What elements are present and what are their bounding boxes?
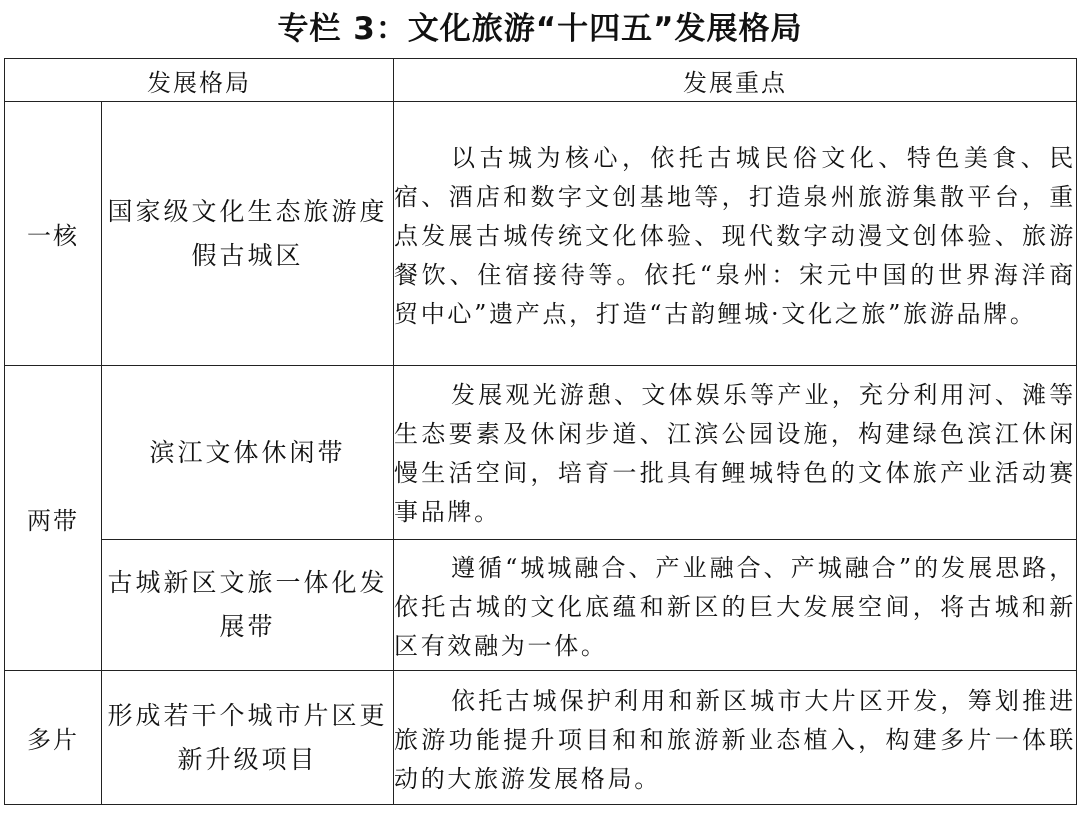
focus-cell: 依托古城保护利用和新区城市大片区开发，筹划推进旅游功能提升项目和和旅游新业态植入，构建多片一体联动的大旅游发展格局。 (394, 671, 1077, 805)
area-cell: 形成若干个城市片区更新升级项目 (102, 671, 394, 805)
category-cell: 多片 (5, 671, 102, 805)
page-title: 专栏 3：文化旅游“十四五”发展格局 (277, 11, 803, 47)
area-cell: 国家级文化生态旅游度假古城区 (102, 102, 394, 366)
focus-cell: 遵循“城城融合、产业融合、产城融合”的发展思路，依托古城的文化底蕴和新区的巨大发展空间，将古城和新区有效融为一体。 (394, 540, 1077, 671)
development-layout-table (4, 58, 1077, 805)
table-header-row (5, 59, 1077, 102)
table-row (5, 366, 1077, 540)
category-cell: 一核 (5, 102, 102, 366)
area-cell: 滨江文体休闲带 (102, 366, 394, 540)
focus-cell: 以古城为核心，依托古城民俗文化、特色美食、民宿、酒店和数字文创基地等，打造泉州旅游集散平台，重点发展古城传统文化体验、现代数字动漫文创体验、旅游餐饮、住宿接待等。依托“泉州：宋元中国的世界海洋商贸中心”遗产点，打造“古韵鲤城·文化之旅”旅游品牌。 (394, 102, 1077, 366)
table-row (5, 671, 1077, 805)
table-row (5, 540, 1077, 671)
area-cell: 古城新区文旅一体化发展带 (102, 540, 394, 671)
header-layout: 发展格局 (5, 59, 394, 102)
category-cell: 两带 (5, 366, 102, 671)
header-focus: 发展重点 (394, 59, 1077, 102)
table-row (5, 102, 1077, 366)
focus-cell: 发展观光游憩、文体娱乐等产业，充分利用河、滩等生态要素及休闲步道、江滨公园设施，构建绿色滨江休闲慢生活空间，培育一批具有鲤城特色的文体旅产业活动赛事品牌。 (394, 366, 1077, 540)
